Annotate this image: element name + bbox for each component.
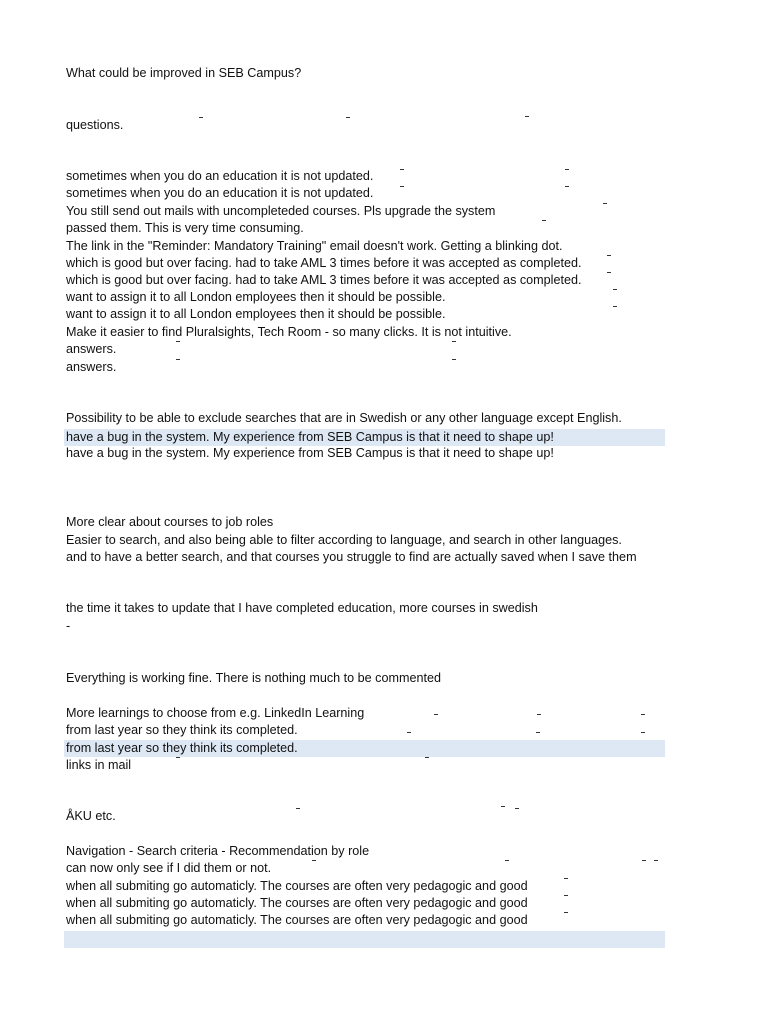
comment-line: The link in the "Reminder: Mandatory Training" email doesn't work. Getting a blinking dot. — [66, 239, 563, 253]
cell-artifact — [537, 714, 541, 715]
cell-artifact — [542, 220, 546, 221]
cell-artifact — [452, 359, 456, 360]
cell-artifact — [641, 714, 645, 715]
row-highlight — [64, 931, 665, 948]
cell-artifact — [176, 341, 180, 342]
comment-line: ÅKU etc. — [66, 809, 116, 823]
cell-artifact — [425, 757, 429, 758]
cell-artifact — [452, 341, 456, 342]
comment-line: sometimes when you do an education it is not updated. — [66, 169, 374, 183]
comment-line: have a bug in the system. My experience from SEB Campus is that it need to shape up! — [66, 446, 554, 460]
cell-artifact — [176, 359, 180, 360]
cell-artifact — [564, 912, 568, 913]
cell-artifact — [407, 732, 411, 733]
comment-line: from last year so they think its completed. — [66, 723, 298, 737]
comment-line: links in mail — [66, 758, 132, 772]
comment-line: - — [66, 619, 71, 633]
comment-line: questions. — [66, 118, 124, 132]
comment-line: answers. — [66, 360, 117, 374]
cell-artifact — [603, 203, 607, 204]
comment-line: when all submiting go automaticly. The courses are often very pedagogic and good — [66, 913, 528, 927]
comment-line: from last year so they think its completed. — [66, 741, 298, 755]
cell-artifact — [613, 306, 617, 307]
cell-artifact — [400, 169, 404, 170]
comment-line: can now only see if I did them or not. — [66, 861, 272, 875]
cell-artifact — [565, 186, 569, 187]
comment-line: Everything is working fine. There is nothing much to be commented — [66, 671, 441, 685]
cell-artifact — [641, 732, 645, 733]
comment-line: have a bug in the system. My experience from SEB Campus is that it need to shape up! — [66, 430, 554, 444]
comment-line: What could be improved in SEB Campus? — [66, 66, 302, 80]
cell-artifact — [346, 117, 350, 118]
cell-artifact — [613, 289, 617, 290]
comment-line: Navigation - Search criteria - Recommendation by role — [66, 844, 370, 858]
comment-line: and to have a better search, and that courses you struggle to find are actually saved when I save them — [66, 550, 637, 564]
cell-artifact — [434, 714, 438, 715]
comment-line: answers. — [66, 342, 117, 356]
cell-artifact — [501, 806, 505, 807]
cell-artifact — [525, 116, 529, 117]
cell-artifact — [505, 860, 509, 861]
comment-line: Make it easier to find Pluralsights, Tech Room - so many clicks. It is not intuitive. — [66, 325, 512, 339]
cell-artifact — [296, 808, 300, 809]
comment-line: the time it takes to update that I have completed education, more courses in swedish — [66, 601, 538, 615]
cell-artifact — [654, 860, 658, 861]
cell-artifact — [199, 117, 203, 118]
comment-line: want to assign it to all London employees then it should be possible. — [66, 290, 446, 304]
comment-line: Possibility to be able to exclude searches that are in Swedish or any other language except English. — [66, 411, 622, 425]
comment-line: You still send out mails with uncompleteded courses. Pls upgrade the system — [66, 204, 496, 218]
comment-line: passed them. This is very time consuming. — [66, 221, 304, 235]
cell-artifact — [536, 732, 540, 733]
cell-artifact — [400, 186, 404, 187]
cell-artifact — [312, 860, 316, 861]
cell-artifact — [607, 255, 611, 256]
comment-line: when all submiting go automaticly. The courses are often very pedagogic and good — [66, 896, 528, 910]
comment-line: when all submiting go automaticly. The courses are often very pedagogic and good — [66, 879, 528, 893]
cell-artifact — [607, 272, 611, 273]
cell-artifact — [565, 169, 569, 170]
comment-line: More learnings to choose from e.g. LinkedIn Learning — [66, 706, 365, 720]
comment-line: which is good but over facing. had to take AML 3 times before it was accepted as completed. — [66, 256, 582, 270]
cell-artifact — [564, 895, 568, 896]
cell-artifact — [642, 860, 646, 861]
cell-artifact — [515, 808, 519, 809]
comment-line: want to assign it to all London employees then it should be possible. — [66, 307, 446, 321]
cell-artifact — [564, 878, 568, 879]
comment-line: sometimes when you do an education it is not updated. — [66, 186, 374, 200]
comment-line: Easier to search, and also being able to filter according to language, and search in other languages. — [66, 533, 622, 547]
comment-line: which is good but over facing. had to take AML 3 times before it was accepted as completed. — [66, 273, 582, 287]
cell-artifact — [176, 757, 180, 758]
comment-line: More clear about courses to job roles — [66, 515, 274, 529]
